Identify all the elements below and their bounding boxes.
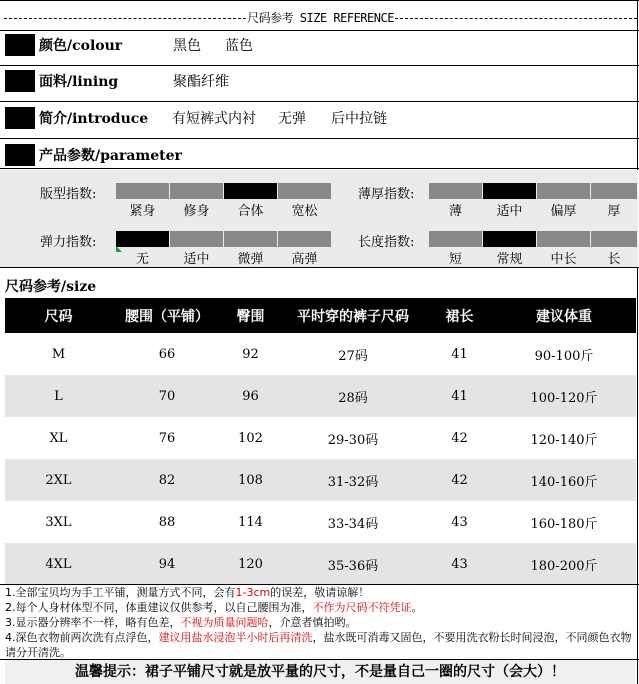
info-bullet-icon bbox=[5, 70, 35, 92]
note-text: ，盐水既可消毒又固色，不要用洗衣粉长时间浸泡，不同颜色衣物请分开清洗。 bbox=[5, 631, 632, 659]
table-cell: 29-30码 bbox=[327, 432, 379, 448]
table-cell: 76 bbox=[158, 430, 176, 446]
note-text: 4.深色衣物前两次洗有点浮色， bbox=[5, 631, 159, 644]
info-bullet-icon bbox=[5, 144, 35, 166]
table-cell: 108 bbox=[222, 459, 279, 501]
divider bbox=[0, 101, 639, 102]
note-highlight: 1-3cm bbox=[235, 586, 271, 599]
table-cell: 31-32码 bbox=[279, 459, 427, 501]
table-row bbox=[5, 417, 636, 459]
table-cell: 82 bbox=[112, 459, 222, 501]
scale-segment-length bbox=[429, 231, 482, 247]
table-cell: 42 bbox=[451, 430, 468, 446]
warm-tip: 温馨提示：裙子平铺尺寸就是放平量的尺寸，不是量自己一圈的尺寸（会大）！ bbox=[5, 660, 635, 684]
scale-segment-thickness bbox=[429, 183, 482, 199]
scale-label-fit: 版型指数: bbox=[40, 187, 97, 202]
table-cell: 66 bbox=[158, 346, 176, 362]
scale-segment-fit bbox=[116, 183, 169, 199]
column-header-waist: 腰围（平铺） bbox=[112, 298, 222, 333]
table-cell: 120 bbox=[222, 543, 279, 585]
column-header-skirt-length: 裙长 bbox=[427, 298, 492, 333]
table-cell: 2XL bbox=[5, 459, 112, 501]
table-cell: 27码 bbox=[338, 348, 368, 364]
scale-segment-thickness bbox=[537, 183, 590, 199]
scale-option-thickness: 厚 bbox=[607, 204, 621, 219]
note-highlight: 建议用盐水浸泡半小时后再清洗 bbox=[158, 631, 313, 644]
table-cell: 41 bbox=[427, 375, 492, 417]
info-row-introduce bbox=[5, 107, 387, 129]
cell-marker-icon bbox=[116, 246, 122, 252]
scale-option-length: 短 bbox=[448, 252, 462, 267]
column-header-hip: 臀围 bbox=[222, 298, 279, 333]
right-border bbox=[637, 0, 638, 684]
scale-segment-elastic bbox=[116, 231, 169, 247]
info-row-parameter bbox=[5, 144, 182, 166]
note-1 bbox=[5, 585, 635, 600]
table-cell: 114 bbox=[238, 514, 263, 530]
table-cell: 140-160斤 bbox=[492, 459, 636, 501]
note-4 bbox=[5, 630, 635, 660]
table-cell: 43 bbox=[451, 514, 468, 530]
info-label: 简介/introduce bbox=[39, 111, 149, 127]
column-header-size: 尺码 bbox=[5, 298, 112, 333]
info-value: 有短裤式内衬 bbox=[172, 111, 256, 127]
header bbox=[4, 9, 637, 26]
info-label: 产品参数/parameter bbox=[39, 148, 182, 164]
info-value: 黑色 bbox=[173, 38, 201, 54]
note-text: ，介意者慎拍哟。 bbox=[268, 616, 357, 629]
scale-segment-fit bbox=[170, 183, 223, 199]
info-value: 无弹 bbox=[278, 111, 306, 127]
table-cell: 96 bbox=[222, 375, 279, 417]
scale-option-elastic: 无 bbox=[135, 252, 149, 267]
scale-option-elastic: 适中 bbox=[183, 252, 210, 267]
table-cell: 41 bbox=[451, 346, 468, 362]
scale-option-elastic: 高弹 bbox=[291, 252, 318, 267]
table-row bbox=[5, 501, 636, 543]
header-dash-right bbox=[395, 18, 637, 19]
scale-option-fit: 紧身 bbox=[129, 204, 156, 219]
table-cell: 88 bbox=[158, 514, 176, 530]
scale-segment-thickness bbox=[483, 183, 536, 199]
divider bbox=[0, 138, 639, 139]
info-row-lining bbox=[5, 70, 229, 92]
note-text: 1.全部宝贝均为手工平铺，测量方式不同，会有 bbox=[5, 586, 236, 599]
header-dash-left bbox=[4, 18, 246, 19]
scale-option-fit: 修身 bbox=[183, 204, 210, 219]
table-cell: 92 bbox=[242, 346, 259, 362]
table-cell: L bbox=[5, 375, 112, 417]
info-label: 颜色/colour bbox=[39, 38, 123, 54]
scale-segment-length bbox=[537, 231, 590, 247]
scale-option-length: 长 bbox=[607, 252, 621, 267]
info-value: 后中拉链 bbox=[331, 111, 387, 127]
info-label: 面料/lining bbox=[39, 74, 119, 90]
table-row bbox=[5, 459, 636, 501]
table-cell: 28码 bbox=[279, 375, 427, 417]
scale-option-thickness: 适中 bbox=[496, 204, 523, 219]
note-text: 3.显示器分辨率不一样，略有色差， bbox=[5, 616, 181, 629]
table-cell: 120-140斤 bbox=[530, 432, 598, 448]
note-text: 2.每个人身材体型不同，体重建议仅供参考，以自己腰围为准， bbox=[5, 601, 313, 614]
divider bbox=[0, 267, 639, 268]
scale-segment-length bbox=[591, 231, 637, 247]
info-bullet-icon bbox=[5, 34, 35, 56]
table-row bbox=[5, 543, 636, 585]
scale-option-length: 中长 bbox=[550, 252, 577, 267]
table-cell: 70 bbox=[112, 375, 222, 417]
scale-option-thickness: 偏厚 bbox=[550, 204, 577, 219]
top-rule bbox=[0, 0, 639, 1]
note-text: 的误差，敬请谅解！ bbox=[270, 586, 370, 599]
table-cell: 42 bbox=[427, 459, 492, 501]
note-highlight: 不视为质量问题哈 bbox=[180, 616, 269, 629]
column-header-weight: 建议体重 bbox=[492, 298, 636, 333]
divider bbox=[0, 65, 639, 66]
scale-label-thickness: 薄厚指数: bbox=[358, 187, 415, 202]
table-cell: XL bbox=[49, 430, 68, 446]
scale-segment-fit bbox=[224, 183, 277, 199]
scale-segment-elastic bbox=[170, 231, 223, 247]
note-3 bbox=[5, 615, 635, 630]
table-row bbox=[5, 333, 636, 375]
table-cell: 90-100斤 bbox=[534, 348, 594, 364]
note-text: 。 bbox=[411, 601, 423, 614]
scale-segment-thickness bbox=[591, 183, 637, 199]
divider bbox=[0, 30, 639, 31]
care-notes bbox=[5, 585, 635, 660]
scale-option-fit: 合体 bbox=[237, 204, 264, 219]
scale-option-length: 常规 bbox=[496, 252, 523, 267]
scale-label-elastic: 弹力指数: bbox=[40, 235, 97, 250]
table-cell: 94 bbox=[112, 543, 222, 585]
scale-segment-elastic bbox=[278, 231, 331, 247]
header-title: 尺码参考 SIZE REFERENCE bbox=[247, 11, 394, 25]
scale-option-elastic: 微弹 bbox=[237, 252, 264, 267]
size-table bbox=[5, 298, 636, 585]
info-value: 聚酯纤维 bbox=[173, 74, 229, 90]
table-cell: 33-34码 bbox=[327, 516, 379, 532]
size-table-body bbox=[5, 333, 636, 585]
table-cell: 160-180斤 bbox=[530, 516, 598, 532]
table-row bbox=[5, 375, 636, 417]
info-bullet-icon bbox=[5, 107, 35, 129]
scale-segment-length bbox=[483, 231, 536, 247]
table-cell: 43 bbox=[427, 543, 492, 585]
scale-segment-elastic bbox=[224, 231, 277, 247]
divider bbox=[0, 168, 639, 169]
table-cell: 100-120斤 bbox=[492, 375, 636, 417]
table-cell: 3XL bbox=[45, 514, 72, 530]
size-section-title: 尺码参考/size bbox=[5, 279, 97, 295]
table-cell: M bbox=[51, 346, 66, 362]
scale-option-thickness: 薄 bbox=[448, 204, 462, 219]
table-cell: 4XL bbox=[5, 543, 112, 585]
table-cell: 102 bbox=[238, 430, 263, 446]
size-table-header bbox=[5, 298, 636, 333]
table-cell: 35-36码 bbox=[279, 543, 427, 585]
info-value: 蓝色 bbox=[225, 38, 253, 54]
note-2 bbox=[5, 600, 635, 615]
table-cell: 180-200斤 bbox=[492, 543, 636, 585]
note-highlight: 不作为尺码不符凭证 bbox=[312, 601, 412, 614]
column-header-pants-size: 平时穿的裤子尺码 bbox=[279, 298, 427, 333]
scale-option-fit: 宽松 bbox=[291, 204, 318, 219]
scale-label-length: 长度指数: bbox=[358, 235, 415, 250]
scale-segment-fit bbox=[278, 183, 331, 199]
info-row-colour bbox=[5, 34, 253, 56]
